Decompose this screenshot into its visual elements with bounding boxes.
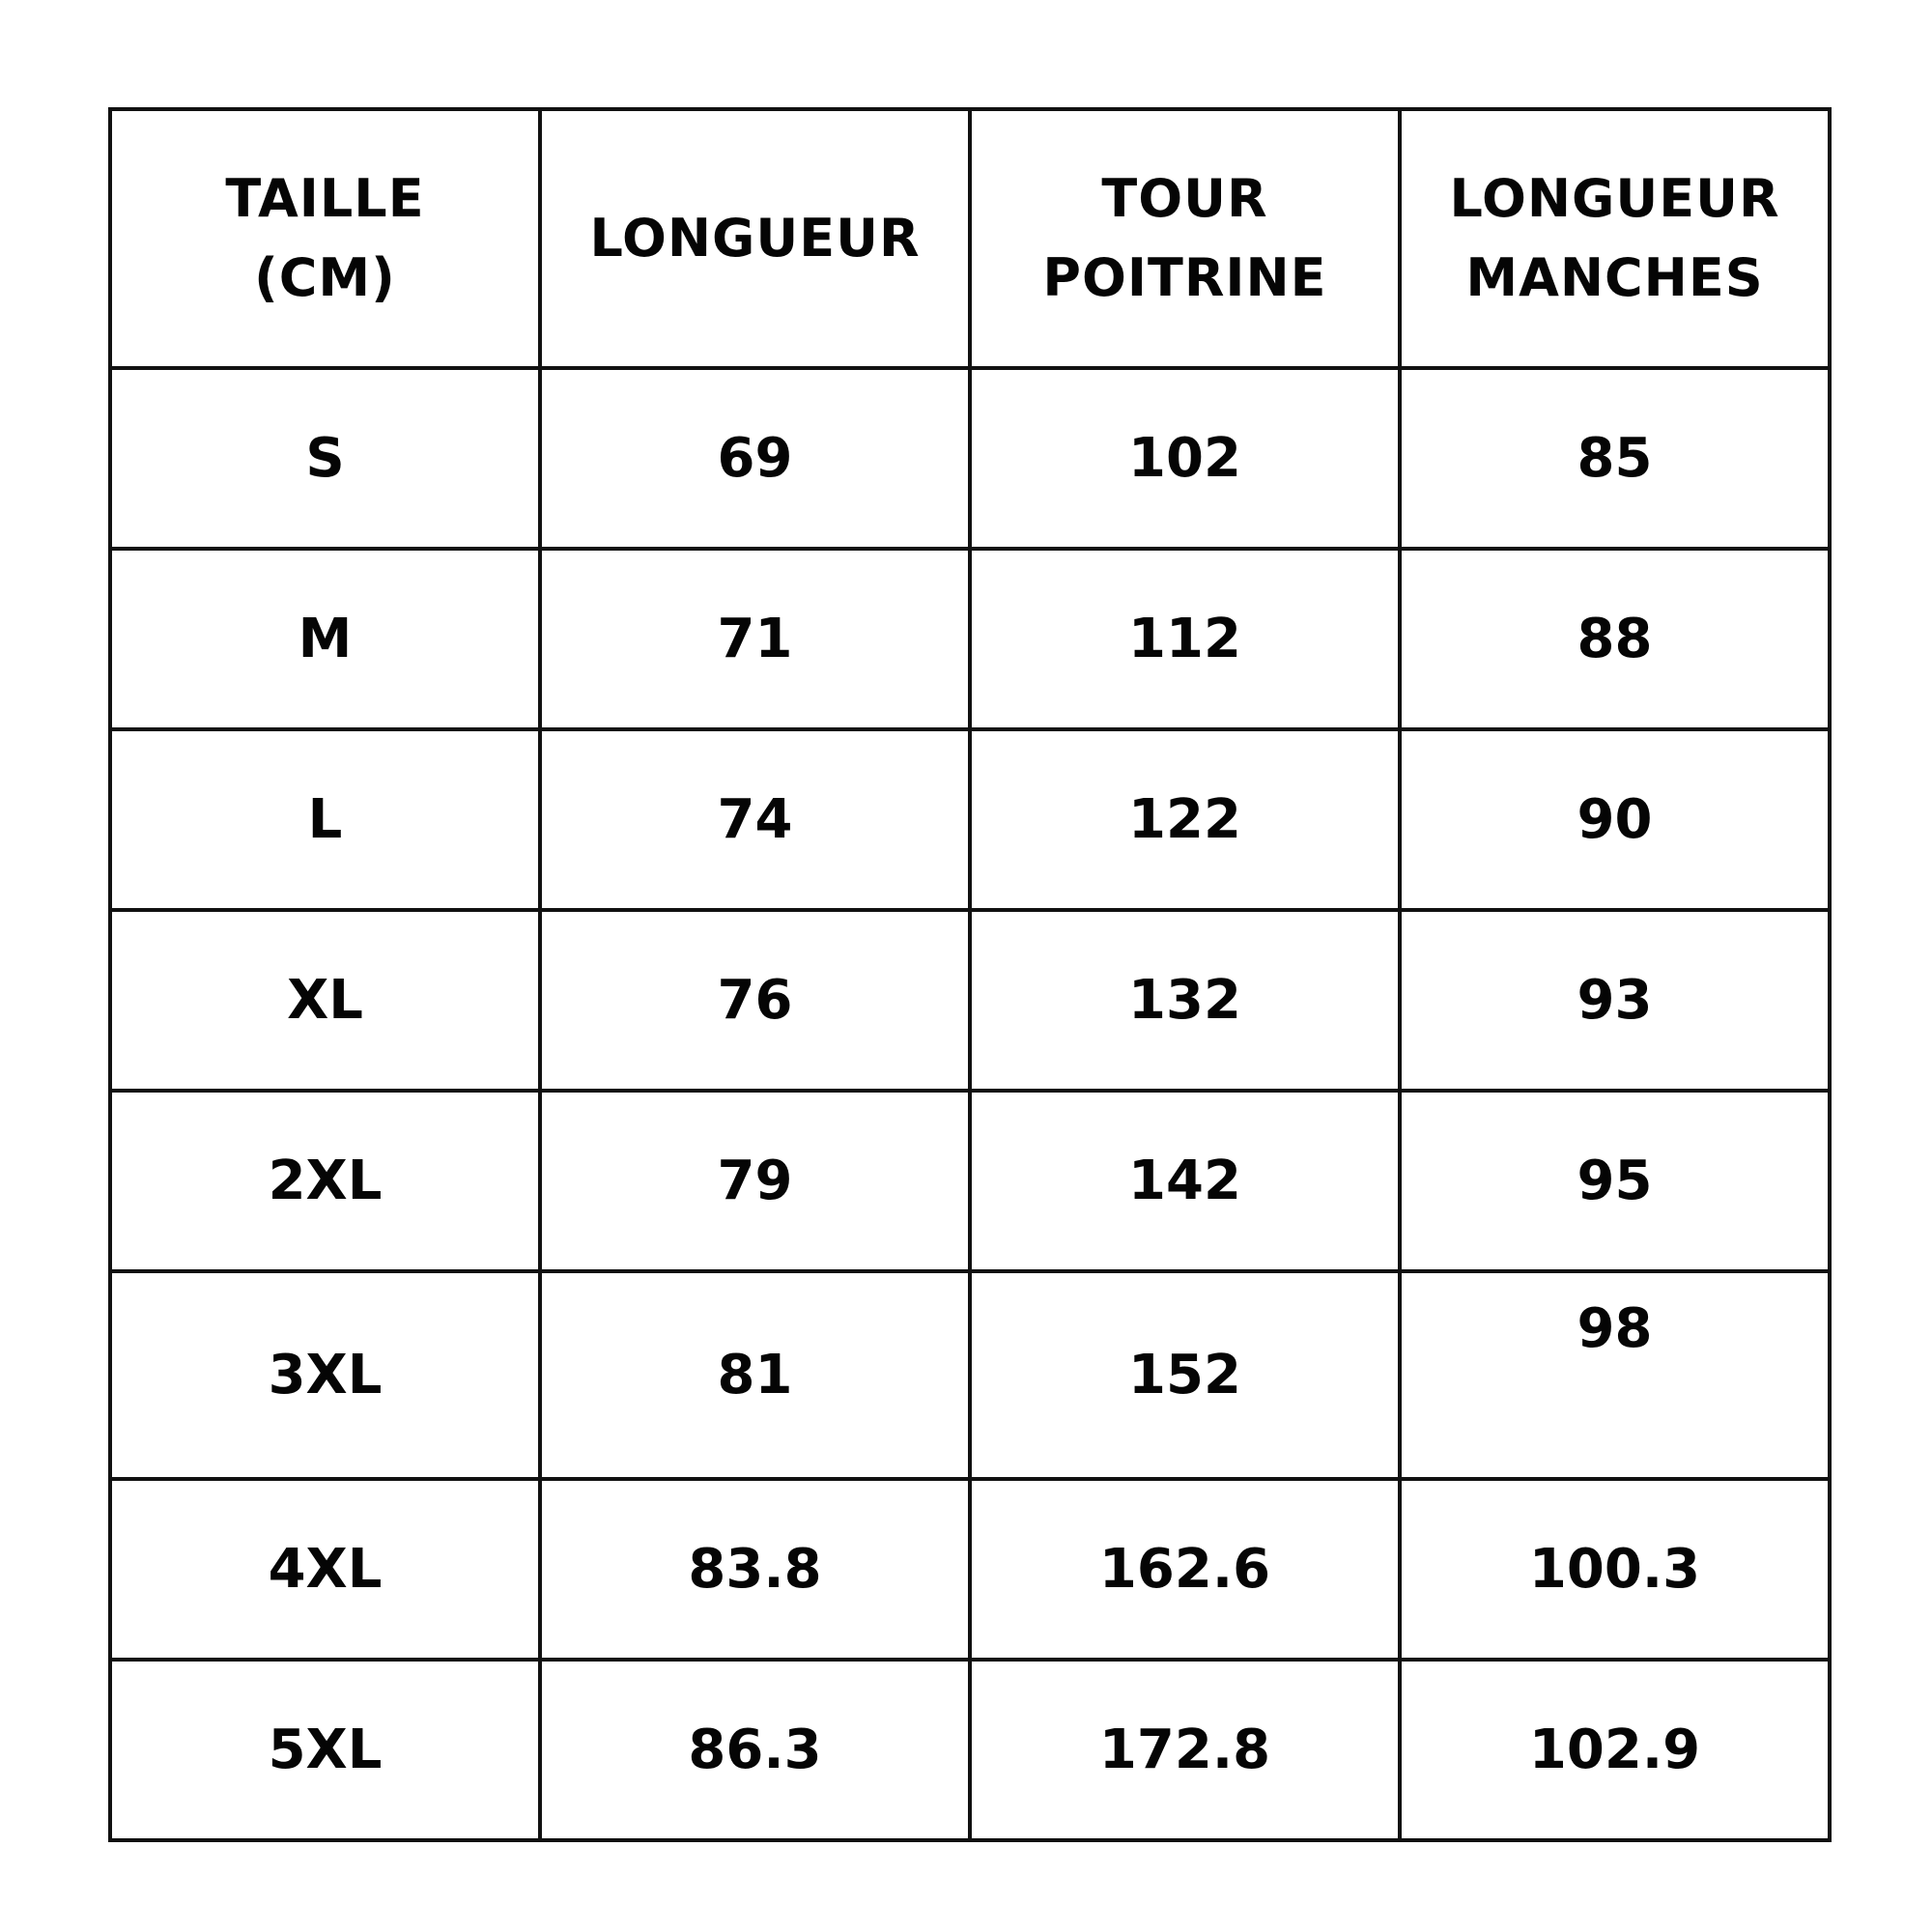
cell-size: 4XL <box>110 1479 540 1660</box>
table-row <box>110 1660 1830 1840</box>
cell-size: S <box>110 368 540 549</box>
cell-longueur-manches: 88 <box>1400 549 1830 729</box>
cell-longueur-manches: 102.9 <box>1400 1660 1830 1840</box>
cell-tour-poitrine: 112 <box>970 549 1400 729</box>
cell-longueur-manches: 85 <box>1400 368 1830 549</box>
table-row <box>110 1271 1830 1479</box>
table-row <box>110 1479 1830 1660</box>
header-longueur-line-1: LONGUEUR <box>589 208 921 269</box>
cell-size: 2XL <box>110 1091 540 1271</box>
cell-size: 5XL <box>110 1660 540 1840</box>
table-body <box>110 368 1830 1840</box>
cell-longueur: 81 <box>540 1271 970 1479</box>
table-row <box>110 549 1830 729</box>
table-row <box>110 1091 1830 1271</box>
cell-longueur: 79 <box>540 1091 970 1271</box>
cell-longueur-manches: 98 <box>1400 1271 1830 1479</box>
cell-longueur-manches: 90 <box>1400 729 1830 910</box>
cell-longueur: 71 <box>540 549 970 729</box>
cell-size: M <box>110 549 540 729</box>
cell-size: L <box>110 729 540 910</box>
header-longueur-manches-line-2: MANCHES <box>1465 247 1764 308</box>
cell-tour-poitrine: 162.6 <box>970 1479 1400 1660</box>
header-longueur-manches-line-1: LONGUEUR <box>1449 168 1780 229</box>
cell-size: 3XL <box>110 1271 540 1479</box>
header-taille <box>110 109 540 368</box>
header-tour-poitrine-line-2: POITRINE <box>1042 247 1327 308</box>
cell-longueur: 86.3 <box>540 1660 970 1840</box>
header-taille-line-1: TAILLE <box>225 168 425 229</box>
cell-size: XL <box>110 910 540 1091</box>
table-row <box>110 368 1830 549</box>
table-row <box>110 910 1830 1091</box>
table-row <box>110 729 1830 910</box>
header-tour-poitrine <box>970 109 1400 368</box>
header-longueur-manches <box>1400 109 1830 368</box>
cell-tour-poitrine: 142 <box>970 1091 1400 1271</box>
header-taille-line-2: (CM) <box>254 247 396 308</box>
cell-tour-poitrine: 152 <box>970 1271 1400 1479</box>
table-header <box>110 109 1830 368</box>
cell-tour-poitrine: 102 <box>970 368 1400 549</box>
header-tour-poitrine-line-1: TOUR <box>1101 168 1268 229</box>
cell-longueur-manches: 93 <box>1400 910 1830 1091</box>
header-longueur <box>540 109 970 368</box>
cell-longueur: 76 <box>540 910 970 1091</box>
cell-longueur-manches: 100.3 <box>1400 1479 1830 1660</box>
cell-longueur: 74 <box>540 729 970 910</box>
size-chart-table <box>108 107 1832 1842</box>
cell-tour-poitrine: 132 <box>970 910 1400 1091</box>
cell-tour-poitrine: 172.8 <box>970 1660 1400 1840</box>
cell-tour-poitrine: 122 <box>970 729 1400 910</box>
cell-longueur: 83.8 <box>540 1479 970 1660</box>
header-row <box>110 109 1830 368</box>
cell-longueur-manches: 95 <box>1400 1091 1830 1271</box>
cell-longueur: 69 <box>540 368 970 549</box>
